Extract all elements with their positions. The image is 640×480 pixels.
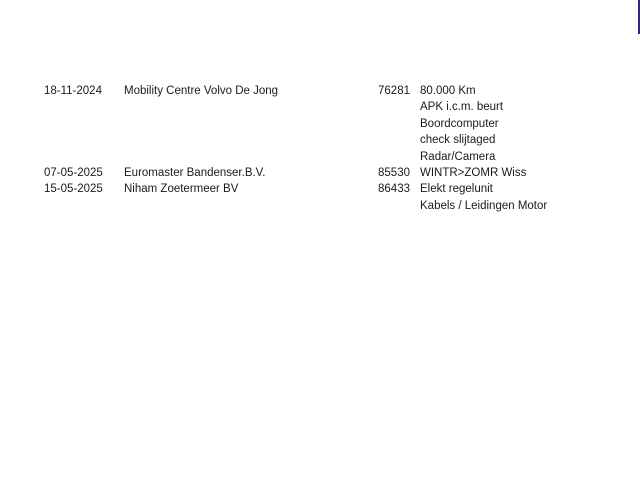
row-km: 76281 <box>378 85 410 97</box>
row-description <box>420 181 600 214</box>
row-description <box>420 83 600 165</box>
service-history-body <box>44 83 600 214</box>
description-line: Kabels / Leidingen Motor <box>420 199 548 212</box>
row-km: 85530 <box>378 167 410 180</box>
row-dealer: Euromaster Bandenser.B.V. <box>124 167 266 180</box>
row-description <box>420 165 600 181</box>
description-line: 80.000 Km <box>420 85 476 97</box>
table-row <box>44 165 600 181</box>
row-date: 07-05-2025 <box>44 167 103 180</box>
description-line: check slijtaged <box>420 134 496 147</box>
description-line: Boordcomputer <box>420 117 499 130</box>
table-row <box>44 83 600 165</box>
row-dealer: Niham Zoetermeer BV <box>124 183 239 196</box>
service-history-table <box>44 83 600 214</box>
table-row <box>44 181 600 214</box>
row-km: 86433 <box>378 183 410 196</box>
description-line: APK i.c.m. beurt <box>420 101 504 114</box>
description-line: Radar/Camera <box>420 150 496 163</box>
description-line: Elekt regelunit <box>420 183 493 196</box>
row-date: 18-11-2024 <box>44 85 102 97</box>
description-line: WINTR>ZOMR Wiss <box>420 167 527 180</box>
row-dealer: Mobility Centre Volvo De Jong <box>124 85 279 97</box>
row-date: 15-05-2025 <box>44 183 103 196</box>
